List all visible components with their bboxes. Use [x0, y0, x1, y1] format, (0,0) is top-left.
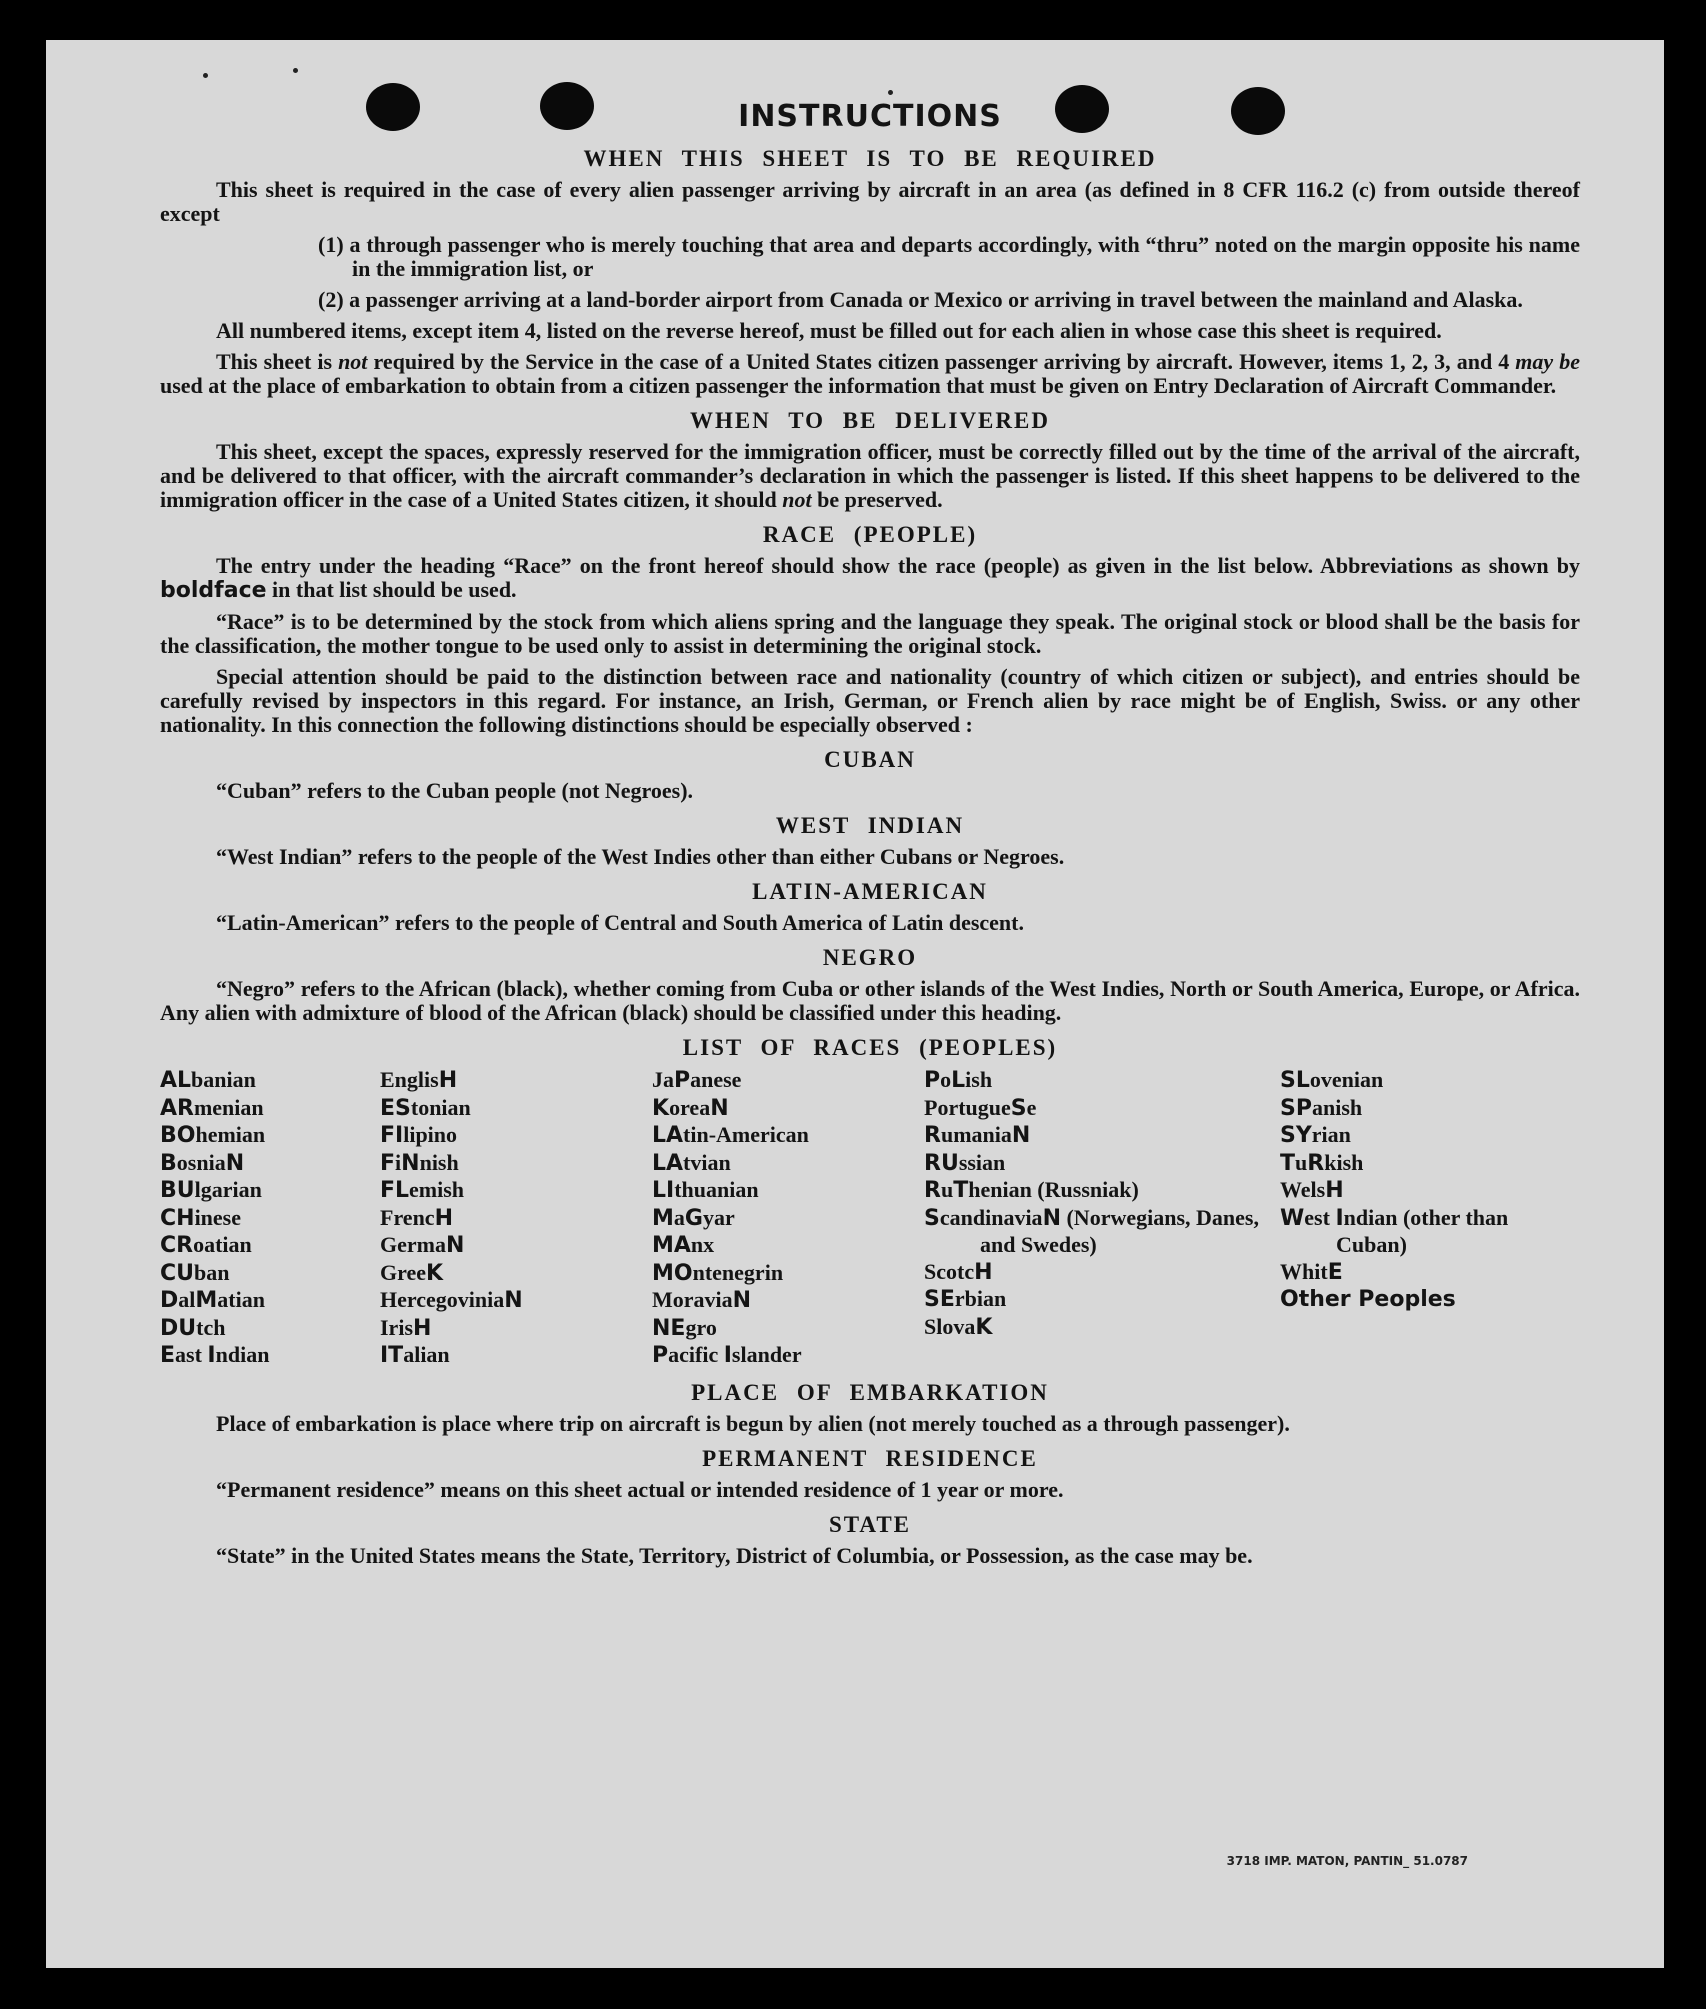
race-text: osnia: [176, 1149, 226, 1175]
text-fragment: used at the place of embarkation to obtain from a citizen passenger the information that must be given on Entry Declaration of Aircraft Commander.: [160, 373, 1557, 398]
race-abbreviation: D: [160, 1288, 179, 1313]
race-text: acific: [668, 1342, 724, 1367]
text-fragment: The entry under the heading “Race” on the front hereof should show the race (people) as given in the list below. Abbreviations as shown by: [216, 553, 1580, 578]
race-entry: [1280, 1259, 1580, 1287]
race-text: ndian: [215, 1342, 270, 1367]
heading-list-of-races: LIST OF RACES (PEOPLES): [682, 1035, 1058, 1060]
race-abbreviation: H: [1325, 1178, 1344, 1203]
race-abbreviation: LA: [652, 1123, 684, 1148]
race-abbreviation: M: [652, 1205, 674, 1231]
race-text: Moravia: [652, 1287, 733, 1312]
heading-when-delivered: WHEN TO BE DELIVERED: [690, 408, 1050, 433]
race-text: (Norwegians, Danes, and Swedes): [980, 1204, 1259, 1257]
race-text: emish: [409, 1177, 465, 1202]
race-text: est: [1304, 1204, 1336, 1230]
race-abbreviation: R: [1307, 1150, 1325, 1176]
text-fragment: in that list should be used.: [266, 577, 517, 602]
race-abbreviation: AR: [160, 1095, 194, 1121]
race-text: lgarian: [194, 1177, 262, 1202]
race-abbreviation: MO: [652, 1260, 693, 1286]
race-entry: [380, 1067, 652, 1095]
race-abbreviation: N: [504, 1288, 523, 1313]
race-text: ndian (other than Cuban): [1336, 1204, 1509, 1257]
race-entry: [380, 1232, 652, 1260]
race-text: lipino: [403, 1122, 458, 1147]
race-text: ovenian: [1309, 1067, 1384, 1092]
race-text: tch: [196, 1314, 226, 1340]
race-entry: [380, 1177, 652, 1205]
race-abbreviation: SL: [1280, 1068, 1310, 1093]
race-text: o: [940, 1067, 952, 1092]
heading-residence: PERMANENT RESIDENCE: [702, 1445, 1038, 1471]
race-text: alian: [403, 1342, 450, 1367]
race-text: tin-American: [683, 1122, 809, 1147]
race-entry: [924, 1314, 1280, 1342]
italic-fragment: may be: [1515, 349, 1580, 374]
speck: [203, 73, 208, 78]
race-text: Scotc: [924, 1258, 975, 1284]
race-abbreviation: N: [1011, 1123, 1031, 1148]
race-text: inese: [194, 1204, 242, 1230]
race-text: candinavia: [939, 1204, 1043, 1230]
race-entry: [160, 1177, 380, 1205]
races-column: [924, 1067, 1280, 1370]
race-entry: [1280, 1150, 1580, 1178]
race-abbreviation: K: [975, 1314, 993, 1340]
race-abbreviation: LA: [652, 1150, 684, 1176]
race-abbreviation: Other Peoples: [1280, 1287, 1456, 1312]
race-text: Slova: [924, 1313, 976, 1339]
race-entry: [924, 1177, 1280, 1205]
races-column: [380, 1067, 652, 1370]
race-text: slander: [731, 1342, 802, 1367]
race-entry: [652, 1287, 924, 1315]
race-abbreviation: N: [225, 1150, 245, 1176]
races-list: [160, 1067, 1580, 1370]
paragraph-delivered: [160, 440, 1580, 512]
race-abbreviation: IT: [380, 1343, 404, 1368]
race-abbreviation: H: [413, 1315, 432, 1341]
document-page: [46, 40, 1664, 1968]
race-abbreviation: B: [160, 1150, 177, 1176]
exception-2: (2) a passenger arriving at a land-border airport from Canada or Mexico or arriving in travel between the mainland and Alaska.: [318, 287, 1523, 312]
race-abbreviation: G: [684, 1205, 703, 1231]
races-column: [160, 1067, 380, 1370]
paragraph-embarkation: Place of embarkation is place where trip on aircraft is begun by alien (not merely touched as a through passenger).: [216, 1410, 1290, 1436]
race-abbreviation: H: [434, 1205, 453, 1231]
race-text: anese: [690, 1067, 742, 1092]
paragraph-race-stock: “Race” is to be determined by the stock from which aliens spring and the language they speak. The original stock or blood shall be the basis for the classification, the mother tongue to be used only to assist in determining the original stock.: [160, 609, 1580, 658]
race-text: Englis: [380, 1067, 439, 1092]
race-entry: [380, 1095, 652, 1123]
race-abbreviation: E: [1327, 1259, 1343, 1285]
race-abbreviation: S: [1010, 1095, 1027, 1121]
race-entry: [160, 1150, 380, 1178]
race-entry: [160, 1260, 380, 1288]
race-entry: [652, 1095, 924, 1123]
race-abbreviation: T: [1280, 1150, 1296, 1176]
race-entry: [160, 1232, 380, 1260]
race-abbreviation: K: [426, 1260, 444, 1286]
race-entry: [160, 1315, 380, 1343]
races-column: [652, 1067, 924, 1370]
race-abbreviation: LI: [652, 1178, 675, 1203]
paragraph-required: This sheet is required in the case of every alien passenger arriving by aircraft in an area (as defined in 8 CFR 116.2 (c) from outside thereof except: [160, 177, 1580, 226]
races-column: [1280, 1067, 1580, 1370]
race-abbreviation: FI: [380, 1123, 404, 1148]
race-abbreviation: K: [652, 1095, 670, 1121]
race-abbreviation: R: [924, 1178, 941, 1203]
race-entry: [380, 1122, 652, 1150]
race-abbreviation: L: [951, 1068, 966, 1093]
race-text: henian (Russniak): [968, 1177, 1139, 1202]
race-text: oatian: [193, 1232, 252, 1257]
race-abbreviation: AL: [160, 1068, 192, 1093]
italic-fragment: not: [782, 487, 812, 512]
race-entry: [1280, 1286, 1580, 1314]
boldface-fragment: boldface: [160, 578, 267, 603]
race-text: tonian: [410, 1094, 471, 1120]
race-text: yar: [702, 1204, 735, 1230]
race-text: u: [940, 1177, 954, 1202]
race-abbreviation: N: [1042, 1205, 1061, 1231]
race-text: Germa: [380, 1232, 446, 1257]
race-abbreviation: CU: [160, 1260, 195, 1286]
race-text: Hercegovinia: [380, 1287, 505, 1312]
race-entry: [924, 1205, 1280, 1259]
race-entry: [924, 1095, 1280, 1123]
race-text: a: [673, 1204, 685, 1230]
race-entry: [652, 1122, 924, 1150]
race-abbreviation: I: [723, 1343, 732, 1368]
heading-west-indian: WEST INDIAN: [775, 813, 965, 838]
paragraph-west-indian: “West Indian” refers to the people of the West Indies other than either Cubans or Negroes.: [216, 844, 1065, 869]
race-text: ntenegrin: [692, 1259, 784, 1285]
exception-1: (1) a through passenger who is merely touching that area and departs accordingly, with “thru” noted on the margin opposite his name in the immigration list, or: [318, 232, 1580, 281]
heading-cuban: CUBAN: [824, 747, 916, 772]
race-text: i: [395, 1149, 402, 1175]
paragraph-race-entry: [160, 554, 1580, 603]
race-text: hemian: [195, 1122, 266, 1147]
race-entry: [160, 1287, 380, 1315]
race-text: Gree: [380, 1259, 427, 1285]
race-abbreviation: MA: [652, 1233, 691, 1258]
race-text: umania: [940, 1122, 1012, 1147]
race-abbreviation: I: [1335, 1205, 1344, 1231]
race-text: nx: [690, 1232, 715, 1257]
race-text: orea: [669, 1094, 711, 1120]
race-abbreviation: F: [380, 1150, 396, 1176]
race-entry: [380, 1342, 652, 1370]
race-abbreviation: P: [924, 1068, 941, 1093]
race-entry: [652, 1067, 924, 1095]
race-entry: [380, 1205, 652, 1233]
race-entry: [924, 1150, 1280, 1178]
race-abbreviation: BU: [160, 1178, 195, 1203]
heading-latin-american: LATIN-AMERICAN: [752, 879, 988, 904]
race-abbreviation: M: [195, 1288, 218, 1313]
race-abbreviation: P: [674, 1068, 691, 1093]
race-abbreviation: SP: [1280, 1095, 1312, 1121]
race-entry: [652, 1232, 924, 1260]
heading-embarkation: PLACE OF EMBARKATION: [691, 1379, 1049, 1405]
instructions-content: [160, 98, 1580, 1575]
race-entry: [652, 1177, 924, 1205]
race-abbreviation: T: [953, 1178, 969, 1203]
speck: [293, 68, 298, 73]
race-text: nish: [419, 1149, 459, 1175]
race-entry: [652, 1260, 924, 1288]
race-text: ast: [175, 1342, 208, 1367]
race-text: Frenc: [380, 1204, 435, 1230]
paragraph-state: “State” in the United States means the State, Territory, District of Columbia, or Possession, as the case may be.: [216, 1542, 1253, 1568]
race-text: al: [178, 1287, 196, 1312]
race-text: Wels: [1280, 1177, 1326, 1202]
race-text: ssian: [958, 1149, 1006, 1175]
race-text: u: [1295, 1149, 1308, 1175]
heading-state: STATE: [828, 1511, 911, 1537]
race-abbreviation: N: [710, 1095, 729, 1121]
race-text: kish: [1324, 1149, 1364, 1175]
race-text: banian: [191, 1067, 256, 1092]
paragraph-race-special: Special attention should be paid to the distinction between race and nationality (country of which citizen or subject), and entries should be carefully revised by inspectors in this regard. For instance, an Irish, German, or French alien by race might be of English, Swiss. or any other nationality. In this connection the following distinctions should be especially observed :: [160, 664, 1580, 737]
race-abbreviation: NE: [652, 1315, 686, 1341]
race-abbreviation: RU: [924, 1150, 959, 1176]
race-entry: [924, 1067, 1280, 1095]
race-entry: [380, 1287, 652, 1315]
race-entry: [160, 1122, 380, 1150]
race-abbreviation: N: [401, 1150, 420, 1176]
paragraph-residence: “Permanent residence” means on this sheet actual or intended residence of 1 year or more.: [216, 1476, 1064, 1502]
race-text: ban: [194, 1259, 230, 1285]
race-entry: [652, 1150, 924, 1178]
speck: [888, 90, 893, 95]
race-abbreviation: I: [207, 1343, 216, 1368]
race-text: tvian: [683, 1149, 731, 1175]
race-abbreviation: BO: [160, 1123, 196, 1148]
italic-fragment: not: [338, 349, 368, 374]
race-abbreviation: E: [160, 1343, 176, 1368]
race-entry: [1280, 1177, 1580, 1205]
race-text: e: [1026, 1094, 1037, 1120]
race-text: rian: [1311, 1122, 1351, 1147]
race-abbreviation: CR: [160, 1233, 194, 1258]
race-abbreviation: CH: [160, 1205, 195, 1231]
heading-when-required: WHEN THIS SHEET IS TO BE REQUIRED: [583, 146, 1157, 171]
race-entry: [160, 1095, 380, 1123]
paragraph-cuban: “Cuban” refers to the Cuban people (not Negroes).: [216, 778, 694, 803]
race-text: atian: [217, 1287, 265, 1312]
race-entry: [652, 1205, 924, 1233]
race-text: menian: [193, 1094, 264, 1120]
race-abbreviation: H: [438, 1068, 458, 1093]
race-abbreviation: W: [1280, 1205, 1305, 1231]
race-entry: [160, 1342, 380, 1370]
race-abbreviation: P: [652, 1343, 669, 1368]
race-text: Ja: [652, 1067, 674, 1092]
race-entry: [652, 1342, 924, 1370]
page-title: INSTRUCTIONS: [738, 99, 1002, 134]
text-fragment: This sheet, except the spaces, expressly reserved for the immigration officer, must be correctly filled out by the time of the arrival of the aircraft, and be delivered to that officer, with the aircraft commander’s declaration in which the passenger is listed. If this sheet happens to be delivered to the immigration officer in the case of a United States citizen, it should: [160, 439, 1580, 512]
race-entry: [160, 1067, 380, 1095]
race-text: rbian: [954, 1286, 1007, 1311]
heading-race: RACE (PEOPLE): [762, 522, 978, 547]
paragraph-citizen: [160, 350, 1580, 398]
race-text: Portugue: [924, 1094, 1011, 1120]
race-entry: [380, 1150, 652, 1178]
race-entry: [1280, 1205, 1580, 1259]
race-abbreviation: SE: [924, 1287, 955, 1312]
text-fragment: be preserved.: [811, 487, 943, 512]
race-text: Iris: [380, 1314, 413, 1340]
race-abbreviation: N: [732, 1288, 752, 1313]
race-entry: [1280, 1095, 1580, 1123]
paragraph-latin-american: “Latin-American” refers to the people of Central and South America of Latin descent.: [216, 910, 1024, 935]
race-text: Whit: [1280, 1258, 1328, 1284]
race-abbreviation: ES: [380, 1095, 411, 1121]
race-entry: [380, 1315, 652, 1343]
race-abbreviation: FL: [380, 1178, 410, 1203]
heading-negro: NEGRO: [822, 945, 918, 970]
race-text: gro: [685, 1314, 717, 1340]
text-fragment: This sheet is: [216, 349, 339, 374]
race-entry: [160, 1205, 380, 1233]
race-entry: [1280, 1067, 1580, 1095]
paragraph-numbered-items: All numbered items, except item 4, listed on the reverse hereof, must be filled out for each alien in whose case this sheet is required.: [216, 318, 1442, 343]
race-abbreviation: S: [924, 1205, 940, 1231]
race-text: ish: [965, 1067, 993, 1092]
race-entry: [652, 1315, 924, 1343]
race-entry: [924, 1286, 1280, 1314]
race-text: anish: [1311, 1094, 1363, 1120]
paragraph-negro: “Negro” refers to the African (black), whether coming from Cuba or other islands of the West Indies, North or South America, Europe, or Africa. Any alien with admixture of blood of the African (black) should be classified under this heading.: [160, 976, 1580, 1025]
race-entry: [380, 1260, 652, 1288]
race-abbreviation: R: [924, 1123, 941, 1148]
race-abbreviation: DU: [160, 1315, 197, 1341]
race-abbreviation: N: [445, 1233, 465, 1258]
race-entry: [1280, 1122, 1580, 1150]
race-abbreviation: SY: [1280, 1123, 1312, 1148]
text-fragment: required by the Service in the case of a United States citizen passenger arriving by aircraft. However, items 1, 2, 3, and 4: [367, 349, 1516, 374]
race-entry: [924, 1122, 1280, 1150]
race-abbreviation: H: [974, 1259, 993, 1285]
printer-imprint: 3718 IMP. MATON, PANTIN_ 51.0787: [1226, 1854, 1468, 1868]
race-text: thuanian: [674, 1177, 759, 1202]
race-entry: [924, 1259, 1280, 1287]
